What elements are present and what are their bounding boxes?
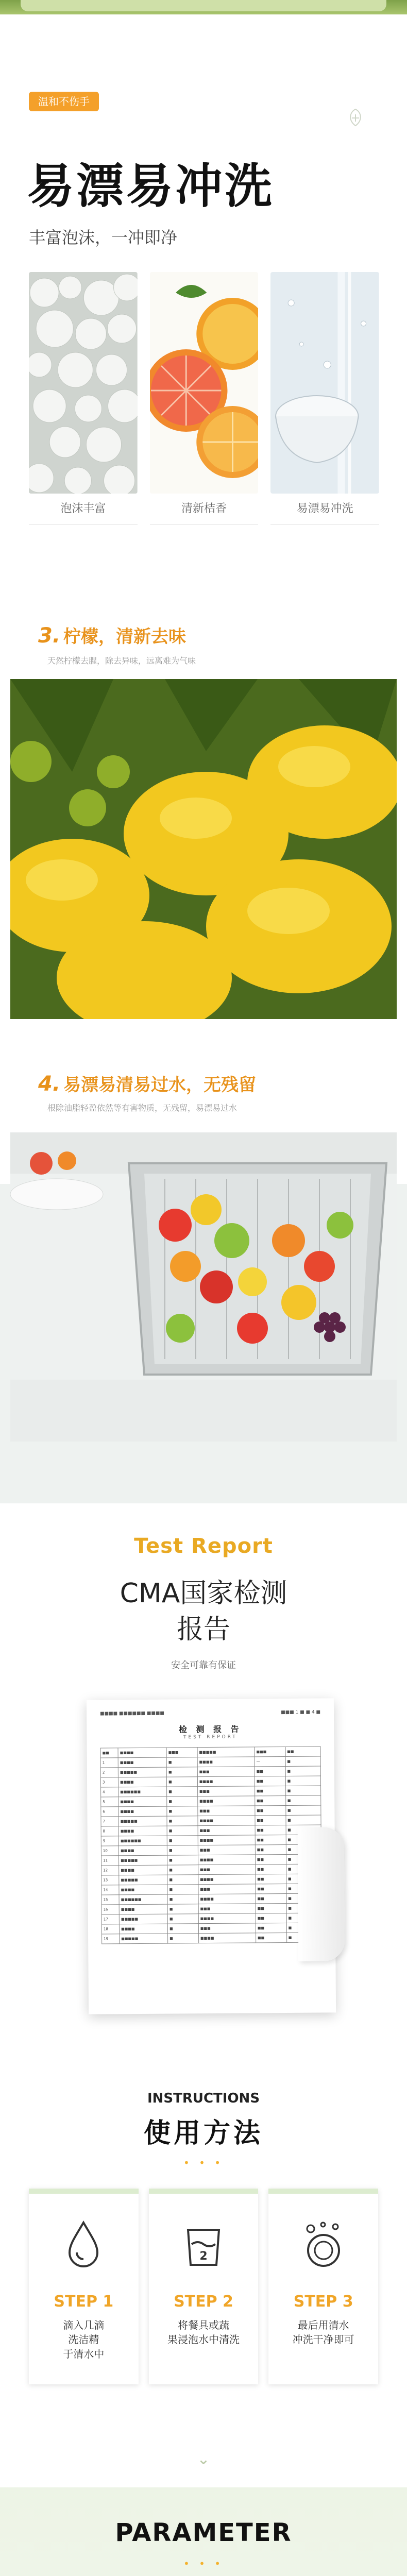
rinse-heading [38, 1071, 256, 1096]
lemon-desc: 天然柠檬去腥，除去异味，远离难为气味 [47, 656, 196, 666]
rinse-section [0, 1060, 407, 1503]
rinse-desc: 根除油脂轻盈依然等有害物质，无残留，易漂易过水 [47, 1103, 238, 1113]
lemon-number: 3. [38, 624, 61, 648]
report-doc-title-en: TEST REPORT [183, 1734, 238, 1740]
step-3-label: STEP 3 [293, 2293, 353, 2311]
lemon-heading [38, 622, 186, 648]
water-drop-icon [60, 2218, 107, 2270]
usage-title-en: INSTRUCTIONS [147, 2091, 260, 2106]
report-title-en: Test Report [134, 1534, 273, 1558]
parameter-section [0, 2487, 407, 2576]
feature-tag: 温和不伤手 [29, 92, 99, 111]
top-banner-strip [0, 0, 407, 14]
citrus-image [150, 272, 259, 494]
report-note: 安全可靠有保证 [171, 1660, 236, 1671]
caption-rinse: 易漂易冲洗 [270, 494, 379, 524]
step-card-1 [29, 2189, 139, 2384]
step-card-3 [268, 2189, 378, 2384]
chevron-down-icon: ⌄ [197, 2450, 210, 2468]
rinse-title: 易漂易清易过水，无残留 [63, 1075, 257, 1095]
report-section [0, 1503, 407, 2070]
report-doc-title: 检 测 报 告 [178, 1724, 242, 1735]
usage-steps [29, 2189, 378, 2384]
foam-image [29, 272, 138, 494]
leaf-plus-icon [345, 107, 366, 128]
step-card-2 [149, 2189, 259, 2384]
report-title-cn [0, 1575, 407, 1648]
report-title-line2: 报告 [176, 1614, 230, 1645]
report-title-line1: CMA国家检测 [120, 1578, 287, 1609]
caption-foam: 泡沫丰富 [29, 494, 138, 524]
svg-text:2: 2 [199, 2250, 208, 2263]
feature-foam [29, 272, 138, 561]
page-curl [298, 1827, 345, 1961]
feature-rinse [270, 272, 379, 561]
parameter-title: PARAMETER [115, 2518, 292, 2547]
step-2-label: STEP 2 [174, 2293, 233, 2311]
clean-dishes-icon [300, 2218, 347, 2270]
step-2-desc: 将餐具或蔬 果浸泡水中清洗 [167, 2319, 240, 2346]
lemon-section [0, 607, 407, 1060]
feature-citrus [150, 272, 259, 561]
hero-title: 易漂易冲洗 [27, 159, 275, 214]
rinse-number: 4. [38, 1072, 61, 1096]
caption-citrus: 清新桔香 [150, 494, 259, 524]
step-1-label: STEP 1 [54, 2293, 114, 2311]
feature-images [29, 272, 379, 561]
usage-section [0, 2070, 407, 2487]
hero-subtitle: 丰富泡沫，一冲即净 [29, 228, 178, 247]
report-document-image: ■■■■ ■■■■■■ ■■■■ ■■■ 1 ■ ■ 4 ■ 检 测 报 告 TEST REPORT ■■ ■■■■ ■■■ ■■■■■ ■■■ ■■ 1 ■■■■ ■ ■■■■ — ■ 2 ■■■■■ ■ ■■■ ■■ ■ 3 ■■■■ ■ ■■■■ ■■ ■ 4 ■■■■■■ ■ ■■■ ■■ ■ 5 ■■■■ ■ ■■■■ ■■ ■ 6 ■■■■ ■ ■■■ ■■ ■ 7 ■■■■■ ■ ■■■■ ■■ ■ 8 ■■■■ ■ ■■■ ■■ ■ 9 ■■■■■■ ■ ■■■■ ■■ ■ 10 ■■■■ ■ ■■■ ■■ ■ 11 ■■■■■ ■ ■■■■ ■■ ■ 12 ■■■■ ■ ■■■ ■■ ■ 13 ■■■■■ ■ ■■■■ ■■ ■ 14 ■■■■ ■ ■■■ ■■ ■ 15 ■■■■■■ ■ ■■■■ ■■ ■ 16 ■■■■ ■ ■■■ ■■ ■ 17 ■■■■■ ■ ■■■■ ■■ ■ 18 ■■■■ ■ ■■■ ■■ ■ 19 ■■■■■ ■ ■■■■ ■■ ■ [87, 1698, 336, 2014]
sink-image [10, 1132, 397, 1442]
rinse-image [270, 272, 379, 494]
hero-section [0, 14, 407, 607]
lemon-image [10, 679, 397, 1019]
step-3-desc: 最后用清水 冲洗干净即可 [292, 2319, 354, 2346]
usage-dots: • • • [183, 2157, 224, 2169]
usage-title-cn: 使用方法 [143, 2118, 263, 2149]
lemon-title: 柠檬，清新去味 [63, 626, 186, 647]
step-1-desc: 滴入几滴 洗洁精 于清水中 [63, 2319, 105, 2360]
report-table: ■■ ■■■■ ■■■ ■■■■■ ■■■ ■■ 1 ■■■■ ■ ■■■■ — ■ 2 ■■■■■ ■ ■■■ ■■ ■ 3 ■■■■ ■ ■■■■ ■■ ■ 4 ■■■■■■ ■ ■■■ ■■ ■ 5 ■■■■ ■ ■■■■ ■■ ■ 6 ■■■■ ■ ■■■ ■■ ■ 7 ■■■■■ ■ ■■■■ ■■ ■ 8 ■■■■ ■ ■■■ ■■ ■ 9 ■■■■■■ ■ ■■■■ ■■ ■ 10 ■■■■ ■ ■■■ ■■ ■ 11 ■■■■■ ■ ■■■■ ■■ ■ 12 ■■■■ ■ ■■■ ■■ ■ 13 ■■■■■ ■ ■■■■ ■■ ■ 14 ■■■■ ■ ■■■ ■■ ■ 15 ■■■■■■ ■ ■■■■ ■■ ■ 16 ■■■■ ■ ■■■ ■■ ■ 17 ■■■■■ ■ ■■■■ ■■ ■ 18 ■■■■ ■ ■■■ ■■ ■ 19 ■■■■■ ■ ■■■■ ■■ ■ [100, 1747, 323, 1944]
soak-basin-icon [180, 2218, 227, 2270]
parameter-dots: • • • [183, 2557, 224, 2570]
